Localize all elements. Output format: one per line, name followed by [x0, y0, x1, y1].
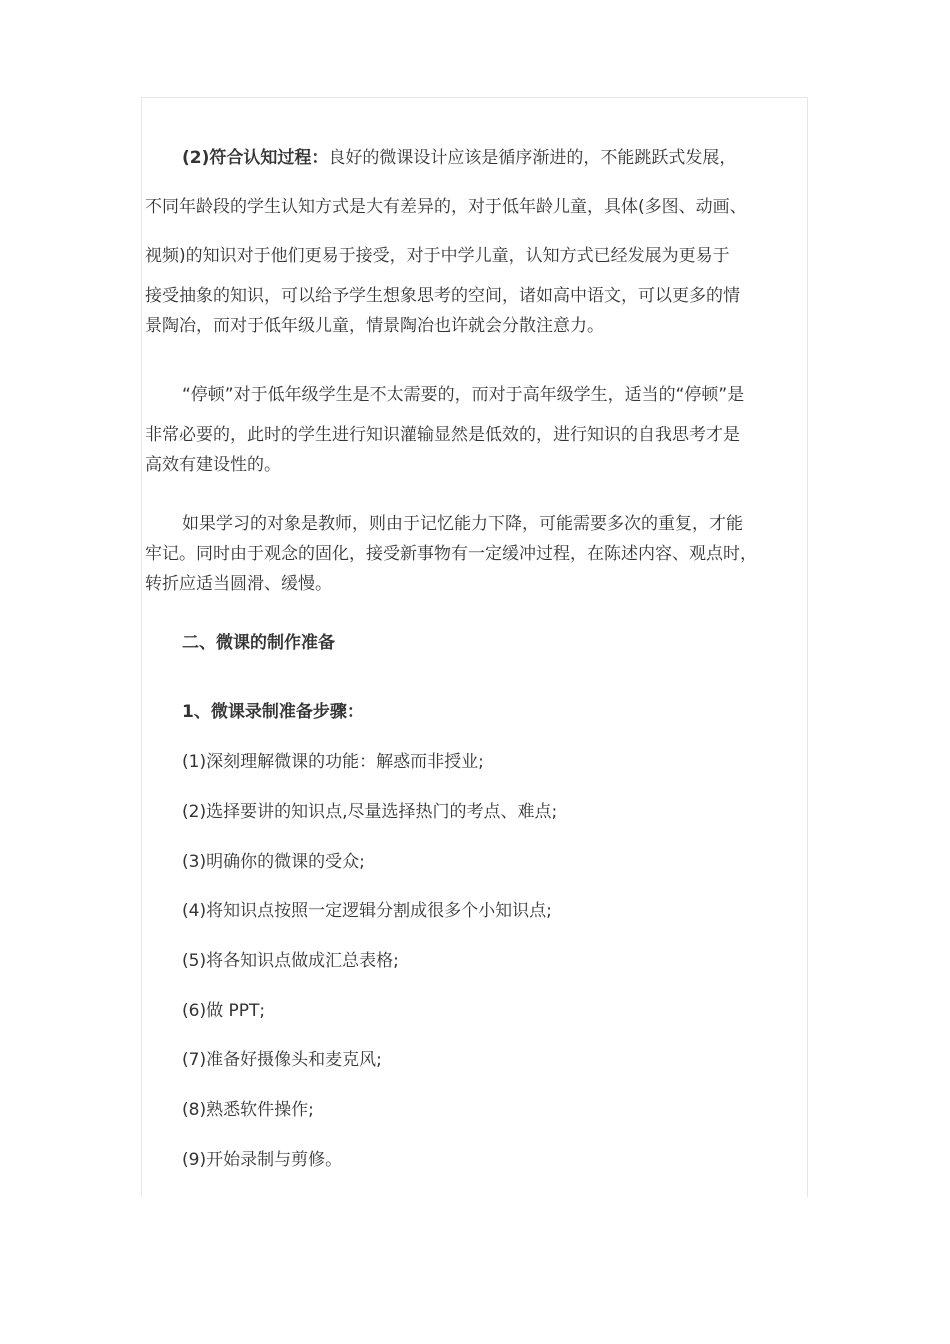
- paragraph-line: 牢记。同时由于观念的固化，接受新事物有一定缓冲过程，在陈述内容、观点时，: [145, 544, 757, 564]
- list-item: (6)做 PPT;: [182, 1001, 266, 1021]
- paragraph-line: 接受抽象的知识，可以给予学生想象思考的空间，诸如高中语文，可以更多的情: [145, 286, 740, 306]
- term-label: (2)符合认知过程：: [182, 148, 329, 168]
- list-item: (3)明确你的微课的受众;: [182, 852, 365, 872]
- list-item: (4)将知识点按照一定逻辑分割成很多个小知识点;: [182, 901, 552, 921]
- list-item: (9)开始录制与剪修。: [182, 1150, 343, 1170]
- paragraph-line: 转折应适当圆滑、缓慢。: [145, 574, 332, 594]
- paragraph-line: [182, 147, 807, 169]
- paragraph-line: “停顿”对于低年级学生是不太需要的，而对于高年级学生，适当的“停顿”是: [182, 385, 745, 405]
- paragraph-line: 非常必要的，此时的学生进行知识灌输显然是低效的，进行知识的自我思考才是: [145, 425, 740, 445]
- paragraph-line: 高效有建设性的。: [145, 455, 281, 475]
- paragraph-line: 如果学习的对象是教师，则由于记忆能力下降，可能需要多次的重复，才能: [182, 514, 743, 534]
- paragraph-text: 良好的微课设计应该是循序渐进的，不能跳跃式发展，: [328, 148, 737, 168]
- section-heading: 二、微课的制作准备: [182, 633, 335, 653]
- list-item: (8)熟悉软件操作;: [182, 1100, 314, 1120]
- paragraph-line: 景陶冶，而对于低年级儿童，情景陶冶也许就会分散注意力。: [145, 316, 604, 336]
- list-item: (7)准备好摄像头和麦克风;: [182, 1050, 382, 1070]
- subheading: 1、微课录制准备步骤：: [182, 702, 364, 722]
- paragraph-line: 不同年龄段的学生认知方式是大有差异的，对于低年龄儿童，具体(多图、动画、: [145, 197, 747, 217]
- paragraph-line: 视频)的知识对于他们更易于接受，对于中学儿童，认知方式已经发展为更易于: [145, 246, 730, 266]
- list-item: (5)将各知识点做成汇总表格;: [182, 951, 399, 971]
- list-item: (1)深刻理解微课的功能：解惑而非授业;: [182, 752, 484, 772]
- list-item: (2)选择要讲的知识点,尽量选择热门的考点、难点;: [182, 802, 558, 822]
